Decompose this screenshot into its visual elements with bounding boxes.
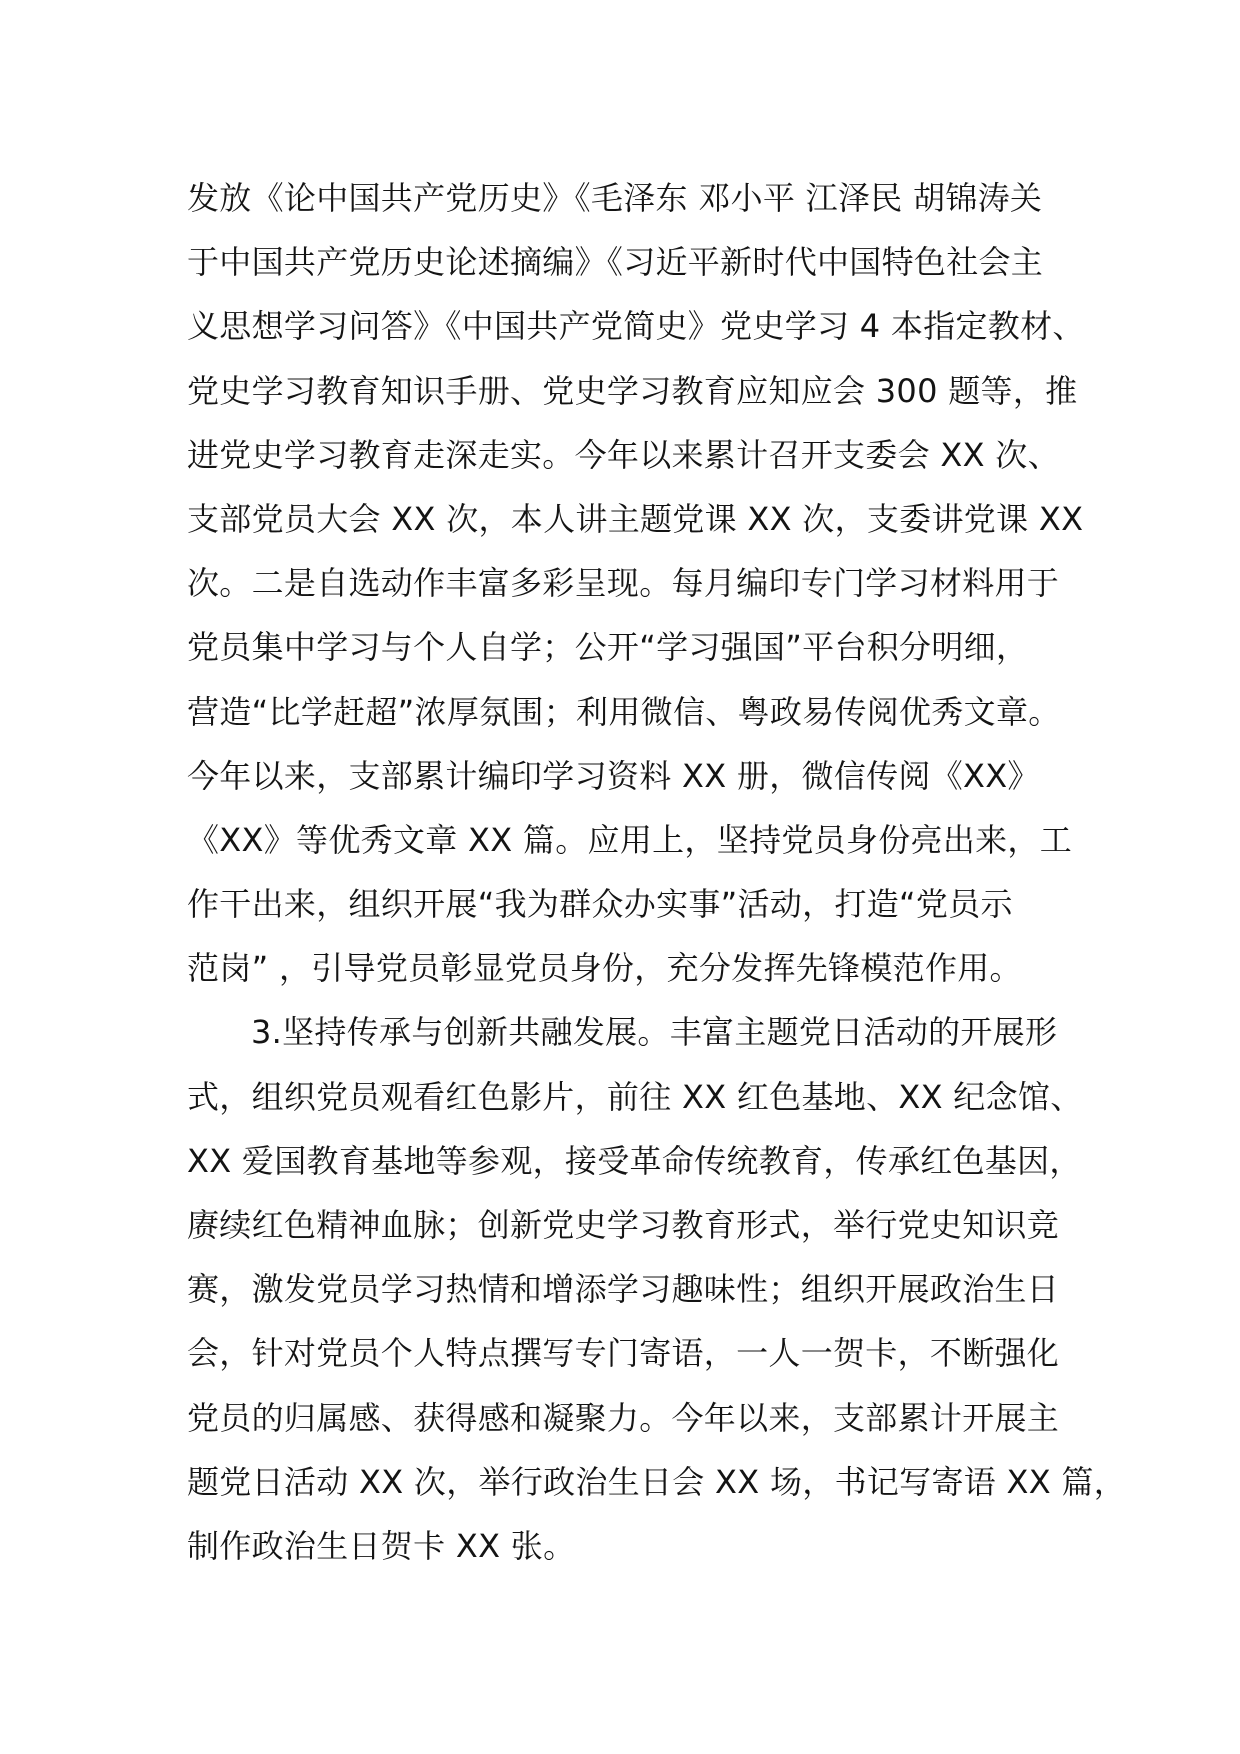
text-line: 党史学习教育知识手册、党史学习教育应知应会 300 题等，推 <box>187 371 1078 410</box>
text-line: 支部党员大会 XX 次，本人讲主题党课 XX 次，支委讲党课 XX <box>187 499 1084 538</box>
text-line: XX 爱国教育基地等参观，接受革命传统教育，传承红色基因， <box>187 1141 1082 1180</box>
text-line: 作干出来，组织开展“我为群众办实事”活动，打造“党员示 <box>187 885 1013 924</box>
text-line: 式，组织党员观看红色影片，前往 XX 红色基地、XX 纪念馆、 <box>187 1077 1083 1116</box>
text-line: 会，针对党员个人特点撰写专门寄语，一人一贺卡，不断强化 <box>187 1334 1060 1373</box>
text-line: 《XX》等优秀文章 XX 篇。应用上，坚持党员身份亮出来，工 <box>187 820 1073 859</box>
text-line: 题党日活动 XX 次，举行政治生日会 XX 场，书记写寄语 XX 篇， <box>187 1462 1127 1501</box>
text-line: 赓续红色精神血脉；创新党史学习教育形式，举行党史知识竞 <box>187 1206 1060 1244</box>
text-line: 于中国共产党历史论述摘编》《习近平新时代中国特色社会主 <box>187 243 1044 282</box>
text-line: 范岗” ，引导党员彰显党员身份，充分发挥先锋模范作用。 <box>187 949 1022 988</box>
text-line: 义思想学习问答》《中国共产党简史》党史学习 4 本指定教材、 <box>187 307 1085 346</box>
text-line: 赛，激发党员学习热情和增添学习趣味性；组织开展政治生日 <box>187 1270 1060 1309</box>
text-line: 发放《论中国共产党历史》《毛泽东 邓小平 江泽民 胡锦涛关 <box>187 179 1043 217</box>
text-line: 党员集中学习与个人自学；公开“学习强国”平台积分明细， <box>187 628 1029 667</box>
body-text <box>187 166 1127 1578</box>
text-line: 党员的归属感、获得感和凝聚力。今年以来，支部累计开展主 <box>187 1398 1060 1437</box>
paragraph-3-first-line: 3.坚持传承与创新共融发展。丰富主题党日活动的开展形 <box>251 1013 1058 1052</box>
text-line: 营造“比学赶超”浓厚氛围；利用微信、粤政易传阅优秀文章。 <box>187 692 1061 731</box>
text-line: 制作政治生日贺卡 XX 张。 <box>187 1526 576 1565</box>
text-line: 次。二是自选动作丰富多彩呈现。每月编印专门学习材料用于 <box>187 564 1060 603</box>
text-line: 进党史学习教育走深走实。今年以来累计召开支委会 XX 次、 <box>187 435 1060 474</box>
text-line: 今年以来，支部累计编印学习资料 XX 册，微信传阅《XX》 <box>187 756 1040 795</box>
